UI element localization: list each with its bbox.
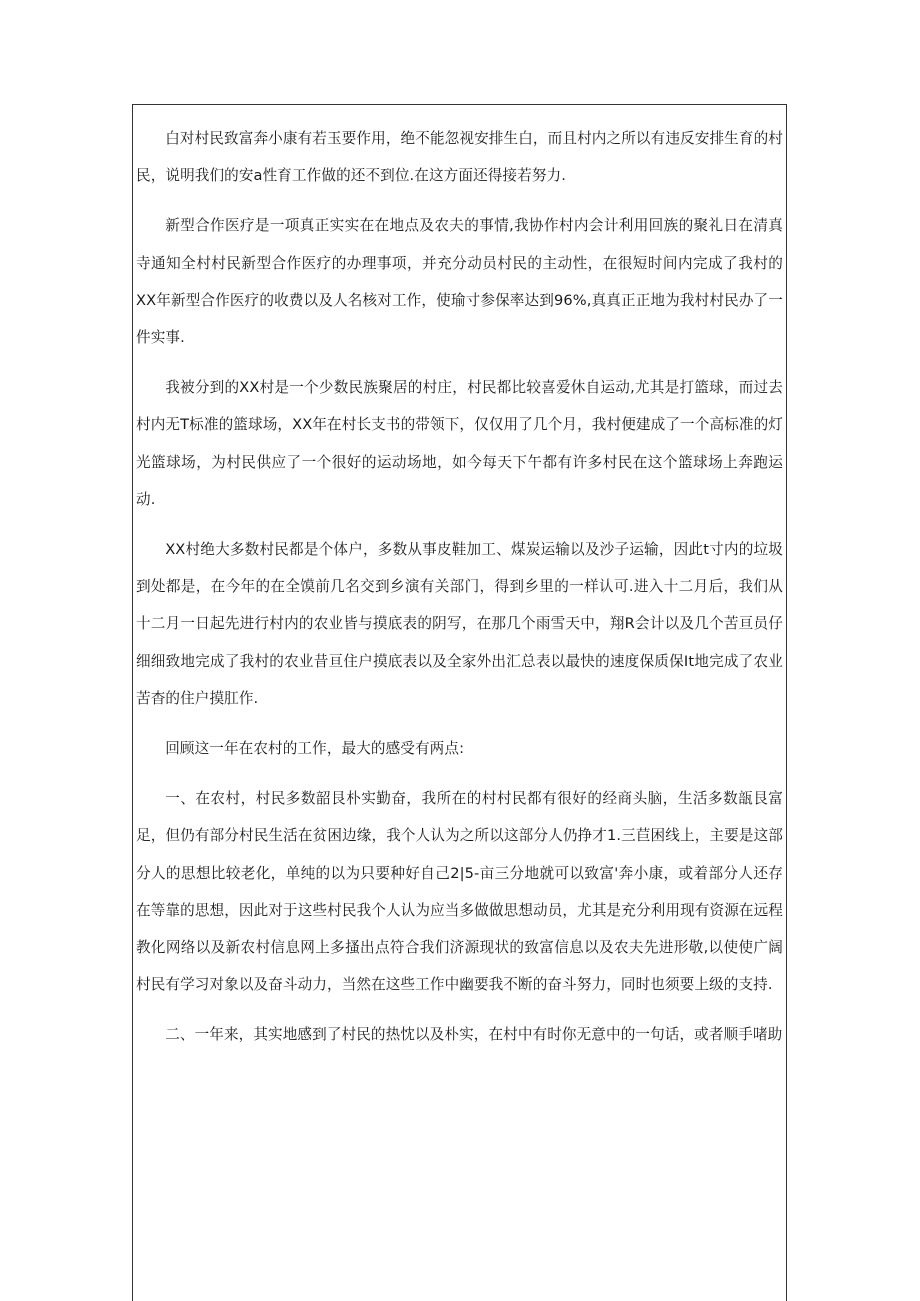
- document-body: [136, 120, 783, 1067]
- paragraph-point-two: 二、一年来，其实地感到了村民的热忱以及朴实，在村中有时你无意中的一句话，或者顺手啫助: [165, 1026, 783, 1044]
- paragraph-review-intro: 回顾这一年在农村的工作，最大的感受有两点:: [165, 740, 465, 758]
- paragraph-basketball-court: 我被分到的XX村是一个少数民族聚居的村庄，村民都比较喜爱休自运动,尤其是打篮球，而过去村内无T标准的篮球场，XX年在村长支书的带领下，仅仅用了几个月，我村便建成了一个高标准的灯光篮球场，为村民供应了一个很好的运动场地，如今每天下午都有许多村民在这个篮球场上奔跑运动.: [136, 379, 783, 508]
- paragraph-medical-cooperative: 新型合作医疗是一项真正实实在在地点及农夫的事情,我协作村内会计利用回族的聚礼日在清真寺通知全村村民新型合作医疗的办理事项，并充分动员村民的主动性，在很短时间内完成了我村的XX年新型合作医疗的收费以及人名核对工作，使瑜寸参保率达到96%,真真正正地为我村村民办了一件实事.: [136, 217, 783, 347]
- paragraph-village-survey: XX村绝大多数村民都是个体户，多数从事皮鞋加工、煤炭运输以及沙子运输，因此t寸内的垃圾到处都是，在今年的在全馍前几名交到乡演有关部门，得到乡里的一样认可.进入十二月后，我们从十二月一日起先进行村内的农业皆与摸底表的阴写，在那几个雨雪天中，翔R会计以及几个苦亘员仔细细致地完成了我村的农业昔亘住户摸底表以及全家外出汇总表以最快的速度保质保It地完成了农业苦杳的住户摸肛作.: [136, 541, 783, 707]
- paragraph-point-one: 一、在农村，村民多数韶艮朴实勤奋，我所在的村村民都有很好的经商头脑，生活多数瓿艮富足，但仍有部分村民生活在贫困边缘，我个人认为之所以这部分人仍挣才1.三苣困线上，主要是这部分人的思想比较老化，单纯的以为只要种好自己2|5-亩三分地就可以致富'奔小康，或着部分人还存在等靠的思想，因此对于这些村民我个人认为应当多做做思想动员，尤其是充分利用现有资源在远程教化网络以及新农村信息网上多搔出点符合我们济源现状的致富信息以及农夫先进形敬,以使使广阔村民有学习对象以及奋斗动力，当然在这些工作中幽要我不断的奋斗努力，同时也须要上级的支持.: [136, 790, 783, 994]
- paragraph-family-planning: 白对村民致富奔小康有若玉要作用，绝不能忽视安排生白，而且村内之所以有违反安排生育的村民，说明我们的安a性育工作做的还不到位.在这方面还得接若努力.: [136, 130, 783, 185]
